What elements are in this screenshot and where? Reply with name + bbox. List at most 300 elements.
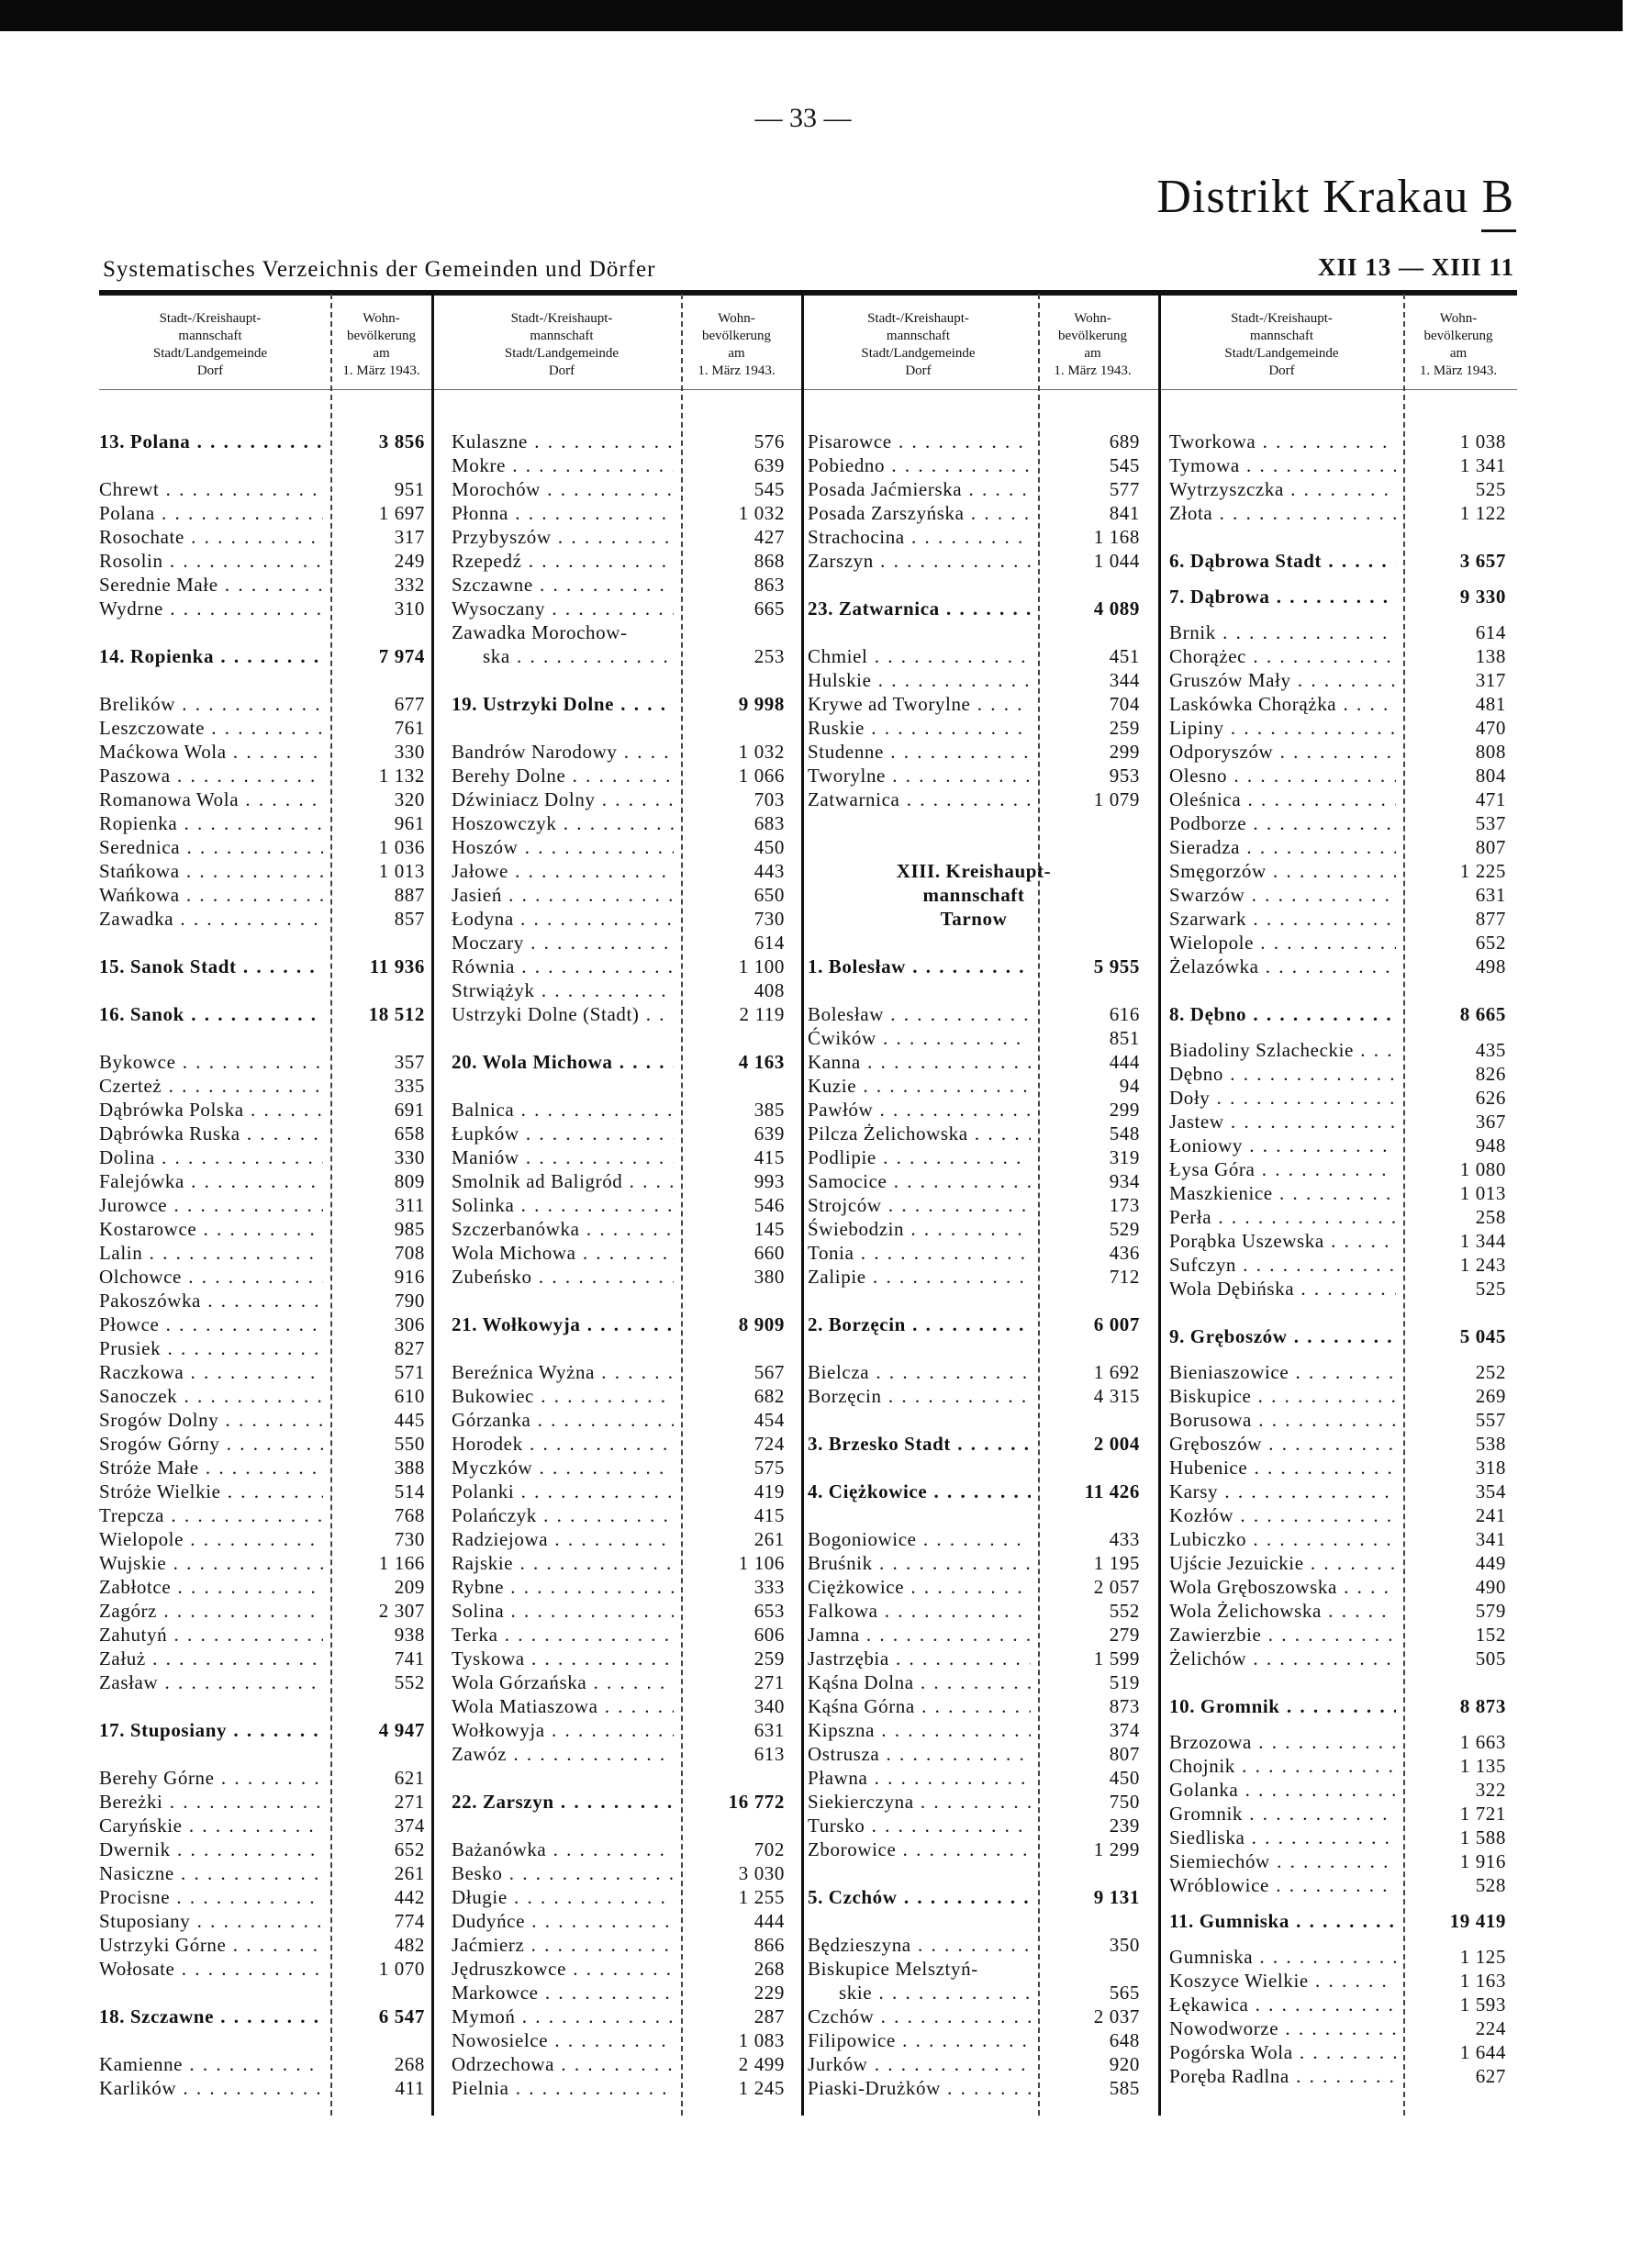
place-name: Pławna . . . [808, 1766, 1031, 1790]
district-population: 3 657 [1459, 550, 1506, 572]
table-row [1169, 1456, 1506, 1480]
place-name: Pawłów . . . [808, 1098, 1031, 1122]
blank-row [808, 1861, 1140, 1885]
place-name: Prusiek . . . [99, 1336, 323, 1360]
place-name: Równia . . . [452, 955, 674, 978]
header-value-line: 1. März 1943. [698, 363, 776, 378]
place-name: Chrewt . . . [99, 477, 323, 501]
population-value: 1 195 [1093, 1552, 1140, 1574]
place-name: Romanowa Wola . . . [99, 787, 323, 811]
place-name: Falkowa . . . [808, 1599, 1031, 1623]
table-row [808, 2028, 1140, 2052]
table-row [452, 764, 785, 787]
table-row [1169, 1384, 1506, 1408]
place-name: Wola Żelichowska . . . [1169, 1599, 1396, 1623]
table-row [452, 573, 785, 597]
population-value: 253 [753, 645, 785, 667]
district-name: 22. Zarszyn . . . [452, 1790, 674, 1814]
table-row [808, 668, 1140, 692]
blank-row [99, 978, 425, 1002]
place-name: Wola Górzańska . . . [452, 1670, 674, 1694]
place-name: Złota . . . [1169, 501, 1396, 525]
population-value: 306 [394, 1313, 425, 1335]
population-value: 652 [1475, 932, 1506, 954]
table-row [452, 787, 785, 811]
population-value: 948 [1475, 1134, 1506, 1156]
header-value-line: bevölkerung [1423, 329, 1493, 343]
district-row [99, 1718, 425, 1742]
table-row [99, 2076, 425, 2100]
place-name: Chorążec . . . [1169, 644, 1396, 668]
table-row [808, 1814, 1140, 1837]
place-name: Zasław . . . [99, 1670, 323, 1694]
population-value: 626 [1475, 1087, 1506, 1109]
place-name: Brzozowa . . . [1169, 1730, 1396, 1754]
place-name: Solina . . . [452, 1599, 674, 1623]
table-row [808, 1933, 1140, 1957]
blank-row [99, 1981, 425, 2005]
place-name: Borusowa . . . [1169, 1408, 1396, 1432]
table-row [452, 1623, 785, 1647]
population-value: 470 [1475, 717, 1506, 739]
population-value: 575 [753, 1457, 785, 1479]
population-value: 550 [394, 1433, 425, 1455]
place-name: Jamna . . . [808, 1623, 1031, 1647]
table-column [1169, 430, 1506, 2088]
place-name: Pilcza Żelichowska . . . [808, 1122, 1031, 1145]
header-value-line: Wohn- [363, 311, 400, 326]
header-name-line: Dorf [905, 363, 932, 378]
population-value: 271 [753, 1671, 785, 1693]
population-value: 868 [753, 550, 785, 572]
table-row [1169, 2040, 1506, 2064]
table-row [99, 907, 425, 931]
place-name: Kulaszne . . . [452, 430, 674, 453]
population-value: 1 916 [1459, 1850, 1506, 1872]
table-row [1169, 835, 1506, 859]
blank-row [1169, 1933, 1506, 1945]
table-row [452, 1551, 785, 1575]
place-name: Berehy Górne . . . [99, 1766, 323, 1790]
blank-row [1169, 1348, 1506, 1360]
population-value: 807 [1109, 1743, 1140, 1765]
table-row [99, 692, 425, 716]
population-value: 827 [394, 1337, 425, 1359]
population-value: 1 079 [1093, 788, 1140, 810]
place-name: Wysoczany . . . [452, 597, 674, 620]
table-row [99, 1432, 425, 1456]
place-name: Wielopole . . . [99, 1527, 323, 1551]
table-row [452, 453, 785, 477]
place-name: Długie . . . [452, 1885, 674, 1909]
population-value: 481 [1475, 693, 1506, 715]
population-value: 419 [753, 1480, 785, 1502]
district-row [99, 955, 425, 978]
population-value: 873 [1109, 1695, 1140, 1717]
table-row [808, 2005, 1140, 2028]
population-value: 427 [753, 526, 785, 548]
population-value: 712 [1109, 1266, 1140, 1288]
population-value: 961 [394, 812, 425, 834]
table-row [99, 1599, 425, 1623]
place-name: Lipiny . . . [1169, 716, 1396, 740]
blank-row [1169, 1897, 1506, 1909]
place-name: Stańkowa . . . [99, 859, 323, 883]
population-value: 577 [1109, 478, 1140, 500]
blank-row [452, 1766, 785, 1790]
header-name-line: Stadt-/Kreishaupt- [867, 311, 969, 326]
place-name: Dąbrówka Ruska . . . [99, 1122, 323, 1145]
header-name-cell [90, 303, 330, 387]
population-value: 750 [1109, 1791, 1140, 1813]
table-row [1169, 501, 1506, 525]
place-name: Ćwików . . . [808, 1026, 1031, 1050]
header-value-line: Wohn- [1074, 311, 1111, 326]
place-name: Smęgorzów . . . [1169, 859, 1396, 883]
population-value: 665 [753, 597, 785, 620]
table-row [808, 525, 1140, 549]
table-row [1169, 1253, 1506, 1277]
place-name: Doły . . . [1169, 1086, 1396, 1110]
table-row [808, 501, 1140, 525]
place-name: Serednica . . . [99, 835, 323, 859]
population-value: 774 [394, 1910, 425, 1932]
table-row [99, 1217, 425, 1241]
table-row [99, 1145, 425, 1169]
table-row [1169, 1969, 1506, 1993]
district-name: 1. Bolesław . . . [808, 955, 1031, 978]
table-row [452, 1456, 785, 1480]
table-row [808, 1122, 1140, 1145]
table-row [1169, 1038, 1506, 1062]
district-population: 8 665 [1459, 1003, 1506, 1025]
population-value: 408 [753, 979, 785, 1001]
population-value: 761 [394, 717, 425, 739]
district-name: 9. Gręboszów . . . [1169, 1324, 1396, 1348]
table-row [452, 1861, 785, 1885]
place-name: Lalin . . . [99, 1241, 323, 1265]
column-divider [801, 294, 804, 2116]
table-row [808, 430, 1140, 453]
place-name: Jurowce . . . [99, 1193, 323, 1217]
district-population: 4 089 [1093, 597, 1140, 620]
population-value: 1 080 [1459, 1158, 1506, 1180]
population-value: 702 [753, 1838, 785, 1860]
district-population: 5 045 [1459, 1325, 1506, 1347]
table-row [1169, 668, 1506, 692]
population-value: 1 122 [1459, 502, 1506, 524]
district-name: 10. Gromnik . . . [1169, 1694, 1396, 1718]
place-name: Berehy Dolne . . . [452, 764, 674, 787]
place-name: Bukowiec . . . [452, 1384, 674, 1408]
table-row [1169, 1277, 1506, 1301]
place-name: skie . . . [808, 1981, 1031, 2005]
header-name-line: mannschaft [530, 329, 594, 343]
place-name: Hulskie . . . [808, 668, 1031, 692]
table-row [99, 1122, 425, 1145]
place-name: Dudyńce . . . [452, 1909, 674, 1933]
blank-row [452, 1074, 785, 1098]
table-row [1169, 644, 1506, 668]
header-name-line: Stadt-/Kreishaupt- [510, 311, 613, 326]
district-population: 9 330 [1459, 586, 1506, 608]
population-value: 317 [1475, 669, 1506, 691]
population-value: 454 [753, 1409, 785, 1431]
place-name: Jaćmierz . . . [452, 1933, 674, 1957]
table-row [452, 1193, 785, 1217]
population-value: 545 [753, 478, 785, 500]
table-row [1169, 1599, 1506, 1623]
table-row [1169, 1134, 1506, 1157]
table-row [808, 1265, 1140, 1289]
table-row [808, 1002, 1140, 1026]
table-row [99, 764, 425, 787]
district-population: 4 163 [738, 1051, 785, 1073]
table-row [452, 525, 785, 549]
place-name: Leszczowate . . . [99, 716, 323, 740]
place-name: Brelików . . . [99, 692, 323, 716]
place-name: Porąbka Uszewska . . . [1169, 1229, 1396, 1253]
population-value: 451 [1109, 645, 1140, 667]
table-row [1169, 1157, 1506, 1181]
table-column [452, 430, 785, 2100]
place-name: Żelichów . . . [1169, 1647, 1396, 1670]
population-value: 2 119 [739, 1003, 785, 1025]
table-row [99, 1289, 425, 1312]
population-value: 863 [753, 574, 785, 596]
place-name: Pobiedno . . . [808, 453, 1031, 477]
page-subtitle: Systematisches Verzeichnis der Gemeinden und Dörfer [103, 257, 656, 282]
table-row [1169, 1849, 1506, 1873]
place-name: Terka . . . [452, 1623, 674, 1647]
page-number: — 33 — [754, 103, 852, 133]
place-name: Tursko . . . [808, 1814, 1031, 1837]
place-name: Wróblowice . . . [1169, 1873, 1396, 1897]
blank-row [99, 620, 425, 644]
place-name: Żelazówka . . . [1169, 955, 1396, 978]
blank-row [452, 1814, 785, 1837]
table-row [808, 2076, 1140, 2100]
population-value: 639 [753, 454, 785, 476]
table-row [99, 1312, 425, 1336]
table-row [1169, 430, 1506, 453]
place-name: Kostarowce . . . [99, 1217, 323, 1241]
table-column [99, 430, 425, 2100]
population-value: 330 [394, 1146, 425, 1168]
table-row [1169, 1086, 1506, 1110]
population-value: 631 [753, 1719, 785, 1741]
population-value: 525 [1475, 478, 1506, 500]
table-row [808, 1599, 1140, 1623]
table-row [452, 1575, 785, 1599]
table-row [1169, 1480, 1506, 1503]
table-row [808, 1718, 1140, 1742]
header-name-line: Stadt/Landgemeinde [504, 346, 620, 361]
district-name: 23. Zatwarnica . . . [808, 597, 1031, 620]
population-value: 529 [1109, 1218, 1140, 1240]
header-name-line: mannschaft [178, 329, 242, 343]
table-row [452, 1957, 785, 1981]
place-name: Sufczyn . . . [1169, 1253, 1396, 1277]
population-value: 252 [1475, 1361, 1506, 1383]
population-value: 658 [394, 1122, 425, 1145]
table-row [452, 477, 785, 501]
table-row [452, 597, 785, 620]
place-name: Czerteż . . . [99, 1074, 323, 1098]
table-row [452, 1909, 785, 1933]
place-name: Dźwiniacz Dolny . . . [452, 787, 674, 811]
place-name: Poręba Radlna . . . [1169, 2064, 1396, 2088]
place-name: Serednie Małe . . . [99, 573, 323, 597]
table-row [1169, 1623, 1506, 1647]
population-value: 258 [1475, 1206, 1506, 1228]
table-row [1169, 907, 1506, 931]
section-heading: mannschaft [922, 884, 1025, 906]
place-name: Zarszyn . . . [808, 549, 1031, 573]
place-name: Caryńskie . . . [99, 1814, 323, 1837]
blank-row [1169, 609, 1506, 620]
table-row [99, 716, 425, 740]
population-value: 310 [394, 597, 425, 620]
table-row [452, 1408, 785, 1432]
population-value: 614 [1475, 621, 1506, 643]
population-value: 631 [1475, 884, 1506, 906]
population-value: 565 [1109, 1982, 1140, 2004]
population-value: 239 [1109, 1815, 1140, 1837]
population-value: 548 [1109, 1122, 1140, 1145]
table-row [808, 1575, 1140, 1599]
table-row [99, 859, 425, 883]
table-row [452, 1002, 785, 1026]
population-value: 730 [394, 1528, 425, 1550]
place-name: Radziejowa . . . [452, 1527, 674, 1551]
population-value: 268 [753, 1958, 785, 1980]
table-row [808, 1098, 1140, 1122]
district-row [808, 1480, 1140, 1503]
population-value: 354 [1475, 1480, 1506, 1502]
table-row [808, 1551, 1140, 1575]
table-row [452, 740, 785, 764]
district-name: 13. Polana . . . [99, 430, 323, 453]
table-row [452, 1718, 785, 1742]
place-name: Kozłów . . . [1169, 1503, 1396, 1527]
header-name-line: Stadt-/Kreishaupt- [1231, 311, 1333, 326]
population-value: 934 [1109, 1170, 1140, 1192]
place-name: Bielcza . . . [808, 1360, 1031, 1384]
table-row [99, 1408, 425, 1432]
population-value: 1 663 [1459, 1731, 1506, 1753]
place-name: Hoszowczyk . . . [452, 811, 674, 835]
table-row [1169, 955, 1506, 978]
population-value: 916 [394, 1266, 425, 1288]
place-name: Wola Gręboszowska . . . [1169, 1575, 1396, 1599]
table-row [808, 1169, 1140, 1193]
header-name-line: Dorf [1268, 363, 1295, 378]
table-row [452, 1432, 785, 1456]
population-value: 938 [394, 1624, 425, 1646]
table-row [452, 1527, 785, 1551]
table-row [452, 2028, 785, 2052]
table-row [99, 1241, 425, 1265]
place-name: Dwernik . . . [99, 1837, 323, 1861]
table-row [452, 2076, 785, 2100]
place-name: Lubiczko . . . [1169, 1527, 1396, 1551]
table-row [452, 907, 785, 931]
blank-row [1169, 525, 1506, 549]
place-name: Nowodworze . . . [1169, 2016, 1396, 2040]
district-name: 21. Wołkowyja . . . [452, 1312, 674, 1336]
population-value: 1 721 [1459, 1803, 1506, 1825]
population-value: 1 132 [378, 765, 425, 787]
table-row [99, 1885, 425, 1909]
place-name: Markowce . . . [452, 1981, 674, 2005]
population-value: 579 [1475, 1600, 1506, 1622]
section-range: XII 13 — XIII 11 [1317, 253, 1514, 281]
population-value: 318 [1475, 1457, 1506, 1479]
population-value: 538 [1475, 1433, 1506, 1455]
table-row [99, 1336, 425, 1360]
table-row [452, 620, 785, 644]
place-name: ska . . . [452, 644, 674, 668]
table-row [452, 931, 785, 955]
blank-row [808, 1289, 1140, 1312]
population-value: 209 [394, 1576, 425, 1598]
place-name: Wołkowyja . . . [452, 1718, 674, 1742]
table-row [1169, 1408, 1506, 1432]
table-row [452, 1933, 785, 1957]
place-name: Dąbrówka Polska . . . [99, 1098, 323, 1122]
table-row [452, 1217, 785, 1241]
population-value: 385 [753, 1099, 785, 1121]
blank-row [99, 453, 425, 477]
table-row [808, 2052, 1140, 2076]
population-value: 322 [1475, 1779, 1506, 1801]
header-value-line: am [728, 346, 745, 361]
table-row [1169, 1993, 1506, 2016]
table-row [1169, 1778, 1506, 1802]
place-name: Sanoczek . . . [99, 1384, 323, 1408]
population-value: 1 168 [1093, 526, 1140, 548]
population-value: 173 [1109, 1194, 1140, 1216]
table-row [808, 477, 1140, 501]
population-value: 435 [1475, 1039, 1506, 1061]
population-value: 546 [753, 1194, 785, 1216]
header-value-line: am [1084, 346, 1101, 361]
population-value: 724 [753, 1433, 785, 1455]
table-row [1169, 1551, 1506, 1575]
place-name: Posada Zarszyńska . . . [808, 501, 1031, 525]
table-row [99, 549, 425, 573]
blank-row [808, 835, 1140, 859]
table-row [1169, 477, 1506, 501]
district-population: 4 947 [378, 1719, 425, 1741]
header-value-cell [1405, 303, 1512, 387]
place-name: Bażanówka . . . [452, 1837, 674, 1861]
district-row [1169, 1324, 1506, 1348]
population-value: 953 [1109, 765, 1140, 787]
place-name: Pakoszówka . . . [99, 1289, 323, 1312]
population-value: 809 [394, 1170, 425, 1192]
district-population: 9 998 [738, 693, 785, 715]
population-value: 450 [1109, 1767, 1140, 1789]
header-value-line: 1. März 1943. [1419, 363, 1498, 378]
header-value-cell [1040, 303, 1145, 387]
place-name: Gruszów Mały . . . [1169, 668, 1396, 692]
population-value: 689 [1109, 430, 1140, 452]
district-row [1169, 585, 1506, 609]
place-name: Płonna . . . [452, 501, 674, 525]
table-row [1169, 1802, 1506, 1826]
